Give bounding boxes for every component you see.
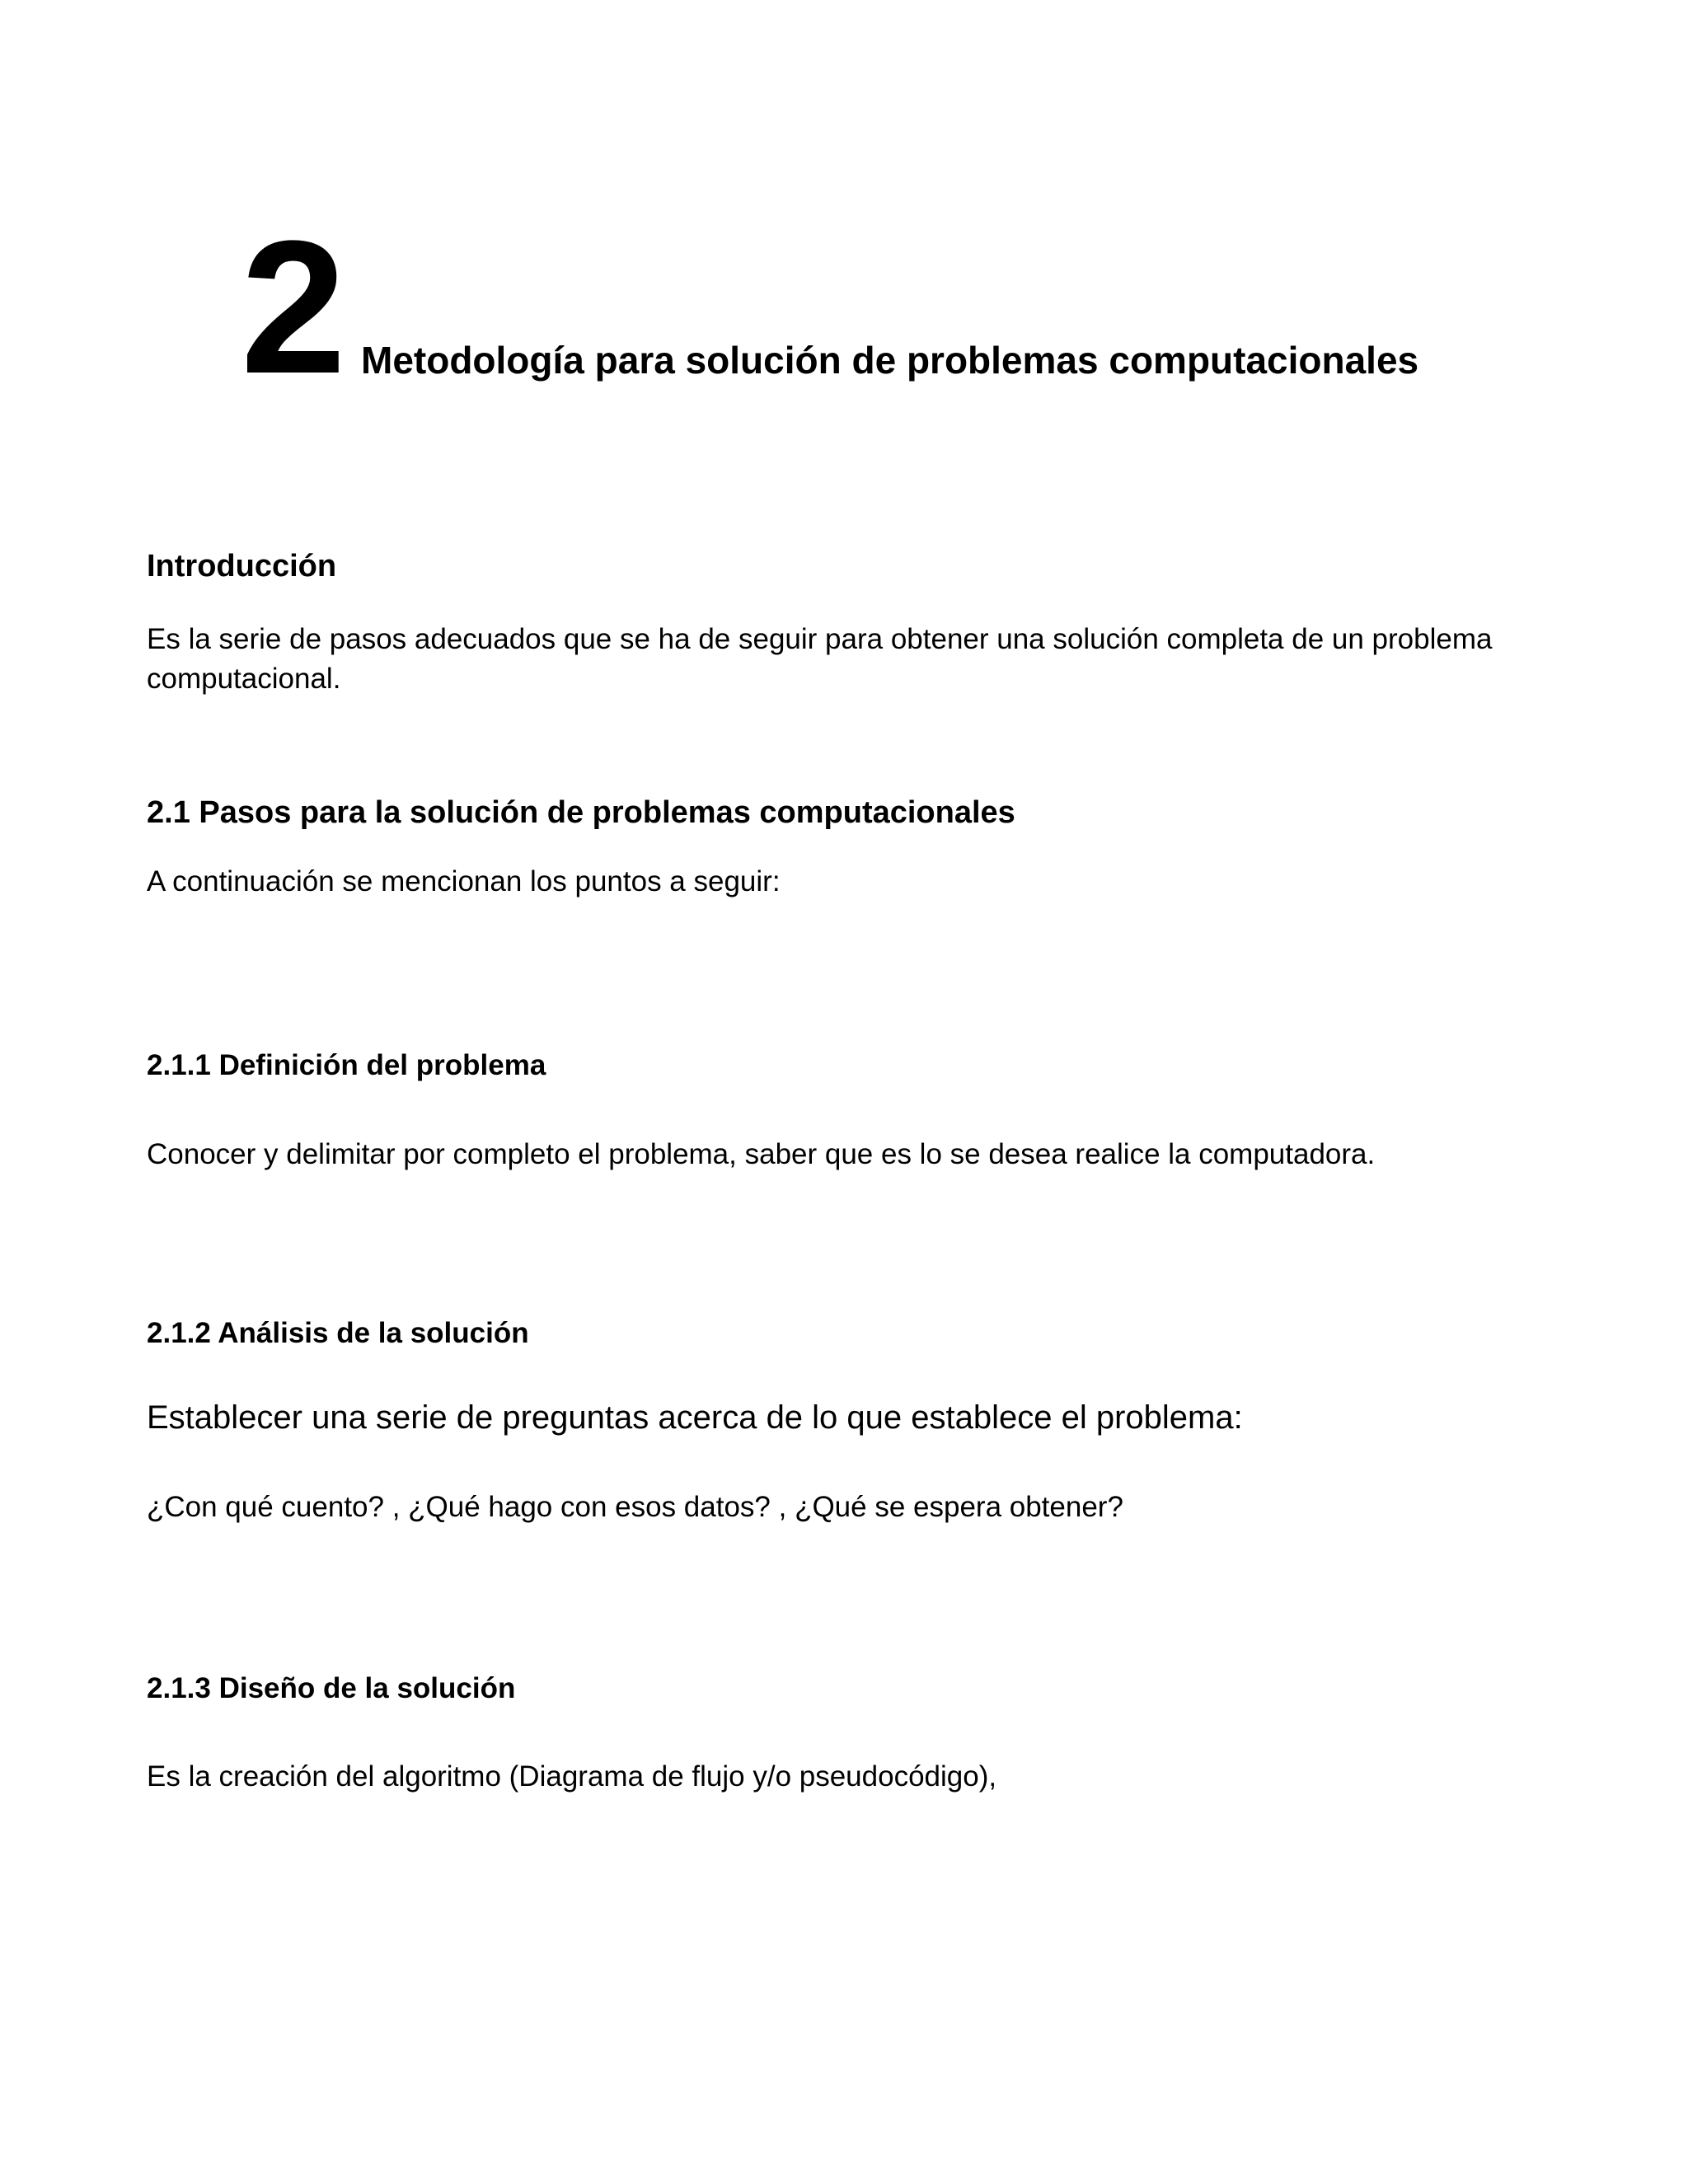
section-2-1-2-paragraph: Establecer una serie de preguntas acerca de lo que establece el problema:	[147, 1399, 1243, 1436]
section-2-1-1-heading: 2.1.1 Definición del problema	[147, 1049, 546, 1081]
section-2-1-paragraph: A continuación se mencionan los puntos a seguir:	[147, 865, 781, 898]
section-2-1-2-questions: ¿Con qué cuento? , ¿Qué hago con esos datos? , ¿Qué se espera obtener?	[147, 1491, 1123, 1523]
introduction-heading: Introducción	[147, 549, 337, 583]
introduction-paragraph: Es la serie de pasos adecuados que se ha de seguir para obtener una solución completa de un problema computacional.	[147, 623, 1493, 695]
section-2-1-3-heading: 2.1.3 Diseño de la solución	[147, 1672, 516, 1704]
section-2-1-1-paragraph: Conocer y delimitar por completo el problema, saber que es lo se desea realice la computadora.	[147, 1138, 1376, 1170]
section-2-1-3-paragraph: Es la creación del algoritmo (Diagrama de flujo y/o pseudocódigo),	[147, 1760, 997, 1793]
section-2-1-heading: 2.1 Pasos para la solución de problemas computacionales	[147, 795, 1015, 830]
chapter-title: Metodología para solución de problemas computacionales	[361, 339, 1419, 382]
section-2-1-2-heading: 2.1.2 Análisis de la solución	[147, 1317, 529, 1349]
chapter-number: 2	[241, 201, 343, 413]
